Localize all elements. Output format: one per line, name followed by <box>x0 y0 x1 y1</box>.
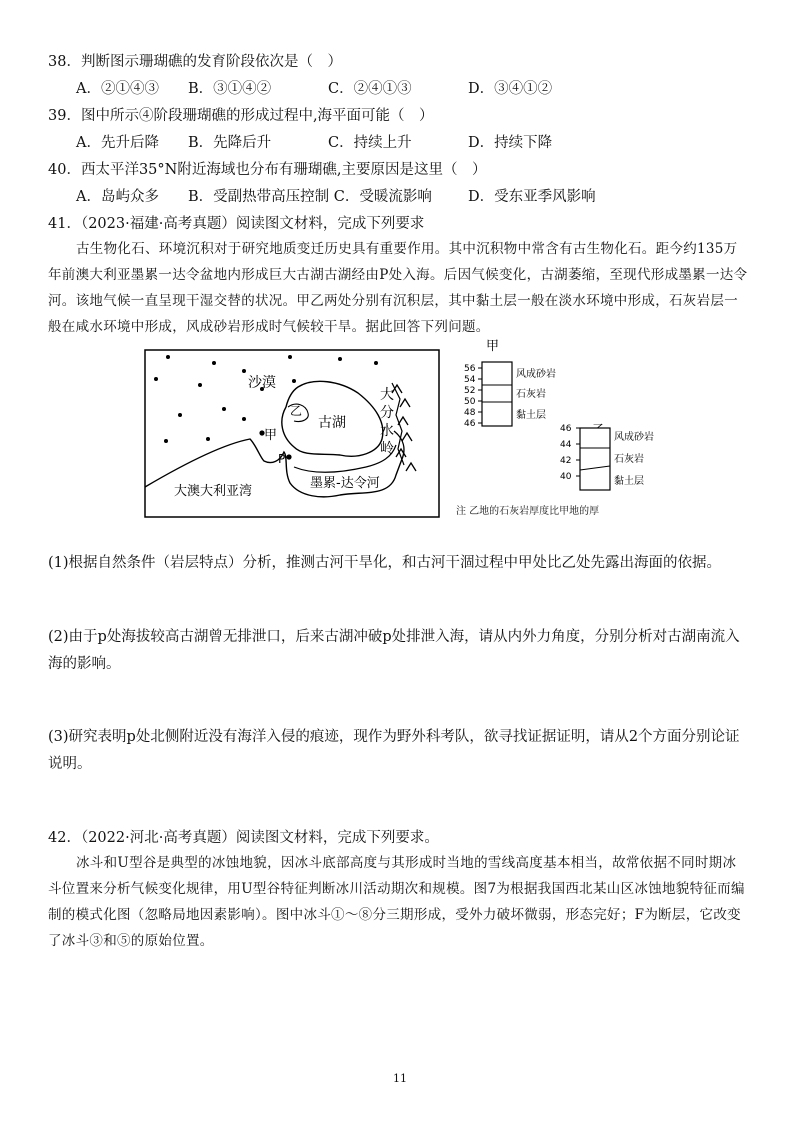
column-b-figure <box>556 420 676 496</box>
column-b-tick-44: 44 <box>560 440 572 450</box>
q39-option-b: B．先降后升 <box>188 135 272 151</box>
divide-char-2: 分 <box>380 405 394 421</box>
q38-option-a: A．②①④③ <box>76 81 159 97</box>
q41-sub1: (1)根据自然条件（岩层特点）分析，推测古河干旱化，和古河干涸过程中甲处比乙处先露出海面的依据。 <box>48 555 722 571</box>
site-b-label: 乙 <box>290 404 303 418</box>
column-a-rect <box>482 362 512 426</box>
column-b-rect <box>580 428 610 490</box>
australia-map-figure <box>144 349 440 518</box>
q39-option-c: C．持续上升 <box>328 135 412 151</box>
q41-material: 古生物化石、环境沉积对于研究地质变迁历史具有重要作用。其中沉积物中常含有古生物化石。距今约135万年前澳大利亚墨累一达令盆地内形成巨大古湖古湖经由P处入海。后因气候变化，古湖萎缩，至现代形成墨累一达令河。该地气候一直呈现干湿交替的状况。甲乙两处分别有沉积层，其中黏土层一般在淡水环境中形成，石灰岩层一般在咸水环境中形成，风成砂岩形成时气候较干旱。据此回答下列问题。 <box>48 241 748 335</box>
ancient-lake-label: 古湖 <box>318 415 346 431</box>
column-a-tick-52: 52 <box>464 386 476 396</box>
column-a-tick-50: 50 <box>464 397 476 407</box>
column-a-layer-sandstone: 风成砂岩 <box>516 369 556 380</box>
column-b-layer-clay: 黏土层 <box>614 476 644 487</box>
q40-stem: 40．西太平洋35°N附近海域也分布有珊瑚礁,主要原因是这里（ ） <box>48 162 487 178</box>
q42-material: 冰斗和U型谷是典型的冰蚀地貌，因冰斗底部高度与其形成时当地的雪线高度基本相当，故常依据不同时期冰斗位置来分析气候变化规律，用U型谷特征判断冰川活动期次和规模。图7为根据我国西北某山区冰蚀地貌特征而编制的模式化图（忽略局地因素影响）。图中冰斗①～⑧分三期形成，受外力破坏微弱，形态完好；F为断层，它改变了冰斗③和⑤的原始位置。 <box>48 855 745 949</box>
column-b-layer-sandstone: 风成砂岩 <box>614 432 654 443</box>
q40-option-d: D．受东亚季风影响 <box>468 189 596 205</box>
q41-sub2: (2)由于p处海拔较高古湖曾无排泄口，后来古湖冲破p处排泄入海，请从内外力角度，分别分析对古湖南流入海的影响。 <box>48 629 740 672</box>
q39-option-d: D．持续下降 <box>468 135 553 151</box>
page-number: 11 <box>393 1072 407 1085</box>
column-b-layer-limestone: 石灰岩 <box>614 454 644 465</box>
q41-stem: 41．（2023·福建·高考真题）阅读图文材料，完成下列要求 <box>48 216 425 232</box>
divide-char-4: 岭 <box>380 441 394 457</box>
q38-option-b: B．③①④② <box>188 81 272 97</box>
q42-stem: 42．（2022·河北·高考真题）阅读图文材料，完成下列要求。 <box>48 830 439 846</box>
column-a-layer-limestone: 石灰岩 <box>516 389 546 400</box>
column-b-tick-46: 46 <box>560 424 572 434</box>
map-svg <box>144 349 440 518</box>
desert-label: 沙漠 <box>248 375 276 391</box>
column-b-tick-40: 40 <box>560 472 572 482</box>
site-a-label: 甲 <box>264 428 278 443</box>
column-a-ticks <box>478 368 482 423</box>
outlet-p-marker <box>286 454 291 459</box>
q38-stem: 38．判断图示珊瑚礁的发育阶段依次是（ ） <box>48 54 342 70</box>
column-a-tick-54: 54 <box>464 375 476 385</box>
q40-option-bc: B．受副热带高压控制 C．受暖流影响 <box>188 189 432 205</box>
divide-char-3: 水 <box>380 423 394 439</box>
q40-option-a: A．岛屿众多 <box>76 189 159 205</box>
figure-note: 注 乙地的石灰岩厚度比甲地的厚 <box>456 506 600 517</box>
q38-option-c: C．②④①③ <box>328 81 412 97</box>
river-label: 墨累-达令河 <box>310 476 380 491</box>
column-a-tick-46: 46 <box>464 419 476 429</box>
q39-option-a: A．先升后降 <box>76 135 159 151</box>
q38-option-d: D．③④①② <box>468 81 553 97</box>
divide-char-1: 大 <box>380 387 394 403</box>
column-a-tick-56: 56 <box>464 364 476 374</box>
q39-stem: 39．图中所示④阶段珊瑚礁的形成过程中,海平面可能（ ） <box>48 108 434 124</box>
bay-label: 大澳大利亚湾 <box>174 484 253 499</box>
column-a-tick-48: 48 <box>464 408 476 418</box>
column-b-tick-42: 42 <box>560 456 572 466</box>
column-a-layer-clay: 黏土层 <box>516 410 546 421</box>
column-a-title: 甲 <box>486 339 500 354</box>
column-a-figure <box>456 338 566 434</box>
q41-sub3: (3)研究表明p处北侧附近没有海洋入侵的痕迹，现作为野外科考队，欲寻找证据证明，请从2个方面分别论证说明。 <box>48 729 740 772</box>
outlet-p-label: P <box>278 452 286 466</box>
